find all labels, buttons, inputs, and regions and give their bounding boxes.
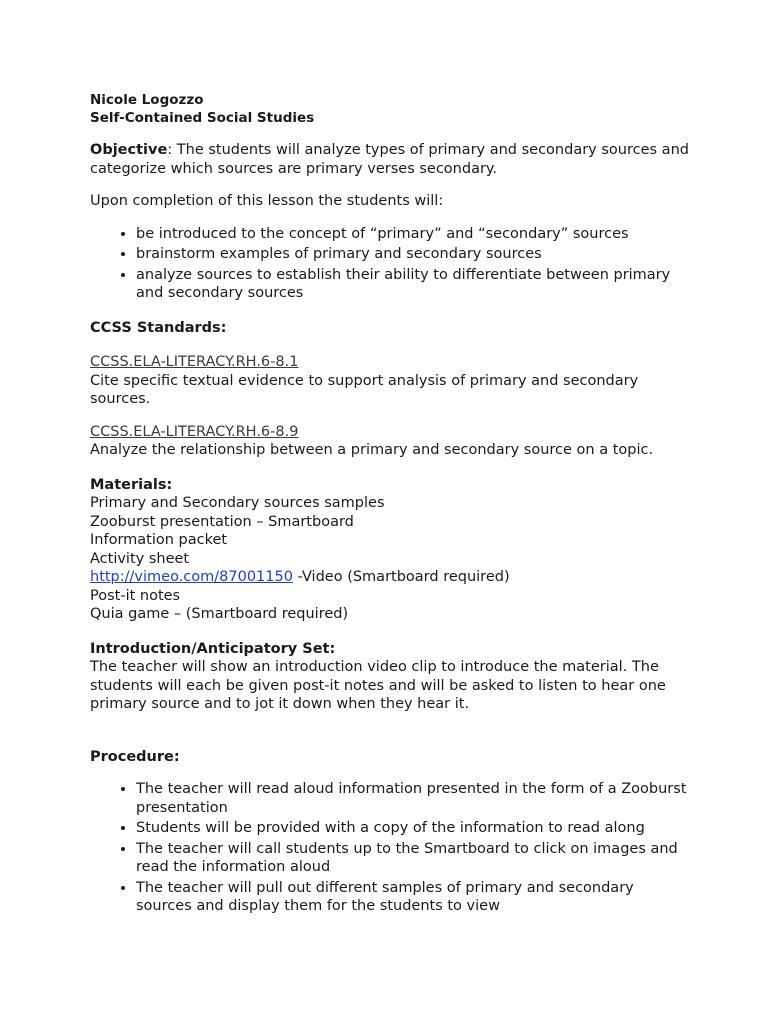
list-item: • brainstorm examples of primary and secondary sources <box>136 245 690 264</box>
procedure-heading: Procedure: <box>90 748 180 765</box>
objective-paragraph <box>90 141 690 178</box>
standard-code-link[interactable]: CCSS.ELA-LITERACY.RH.6-8.9 <box>90 423 299 440</box>
material-item: Information packet <box>90 532 228 548</box>
course-title: Self-Contained Social Studies <box>90 110 315 126</box>
introduction-text: The teacher will show an introduction video clip to introduce the material. The students will each be given post-it notes and will be asked to listen to hear one primary source and to jot it down when they hear it. <box>90 659 666 712</box>
list-item: • analyze sources to establish their ability to differentiate between primary and secondary sources <box>136 266 690 303</box>
standard-block <box>90 423 690 460</box>
list-item: • The teacher will read aloud information presented in the form of a Zooburst presentation <box>136 780 690 817</box>
material-item: Primary and Secondary sources samples <box>90 495 385 511</box>
author-name: Nicole Logozzo <box>90 92 204 108</box>
material-item: Activity sheet <box>90 550 190 567</box>
materials-heading: Materials: <box>90 476 173 493</box>
material-item: Quia game – (Smartboard required) <box>90 606 349 622</box>
introduction-heading: Introduction/Anticipatory Set: <box>90 640 336 657</box>
list-item: • The teacher will pull out different samples of primary and secondary sources and display them for the students to view <box>136 879 690 916</box>
list-item: • Students will be provided with a copy of the information to read along <box>136 819 690 838</box>
list-item: • be introduced to the concept of “primary” and “secondary” sources <box>136 225 690 244</box>
completion-list <box>90 225 690 303</box>
standards-heading: CCSS Standards: <box>90 319 227 336</box>
procedure-list <box>90 780 690 916</box>
video-link-note: -Video (Smartboard required) <box>292 569 510 585</box>
material-item: Zooburst presentation – Smartboard <box>90 513 354 530</box>
standard-block <box>90 353 690 409</box>
standard-code-link[interactable]: CCSS.ELA-LITERACY.RH.6-8.1 <box>90 354 299 370</box>
standard-description: Cite specific textual evidence to support analysis of primary and secondary sources. <box>90 372 639 407</box>
document-body <box>90 91 690 918</box>
materials-list <box>90 494 690 624</box>
list-item: • The teacher will call students up to the Smartboard to click on images and read the information aloud <box>136 840 690 877</box>
material-item: Post-it notes <box>90 587 181 604</box>
objective-text: : The students will analyze types of primary and secondary sources and categorize which sources are primary verses secondary. <box>90 142 689 177</box>
material-item <box>90 568 690 587</box>
video-link[interactable]: http://vimeo.com/87001150 <box>90 569 293 585</box>
completion-intro: Upon completion of this lesson the students will: <box>90 193 444 209</box>
objective-label: Objective <box>90 142 168 158</box>
standard-description: Analyze the relationship between a primary and secondary source on a topic. <box>90 442 654 458</box>
